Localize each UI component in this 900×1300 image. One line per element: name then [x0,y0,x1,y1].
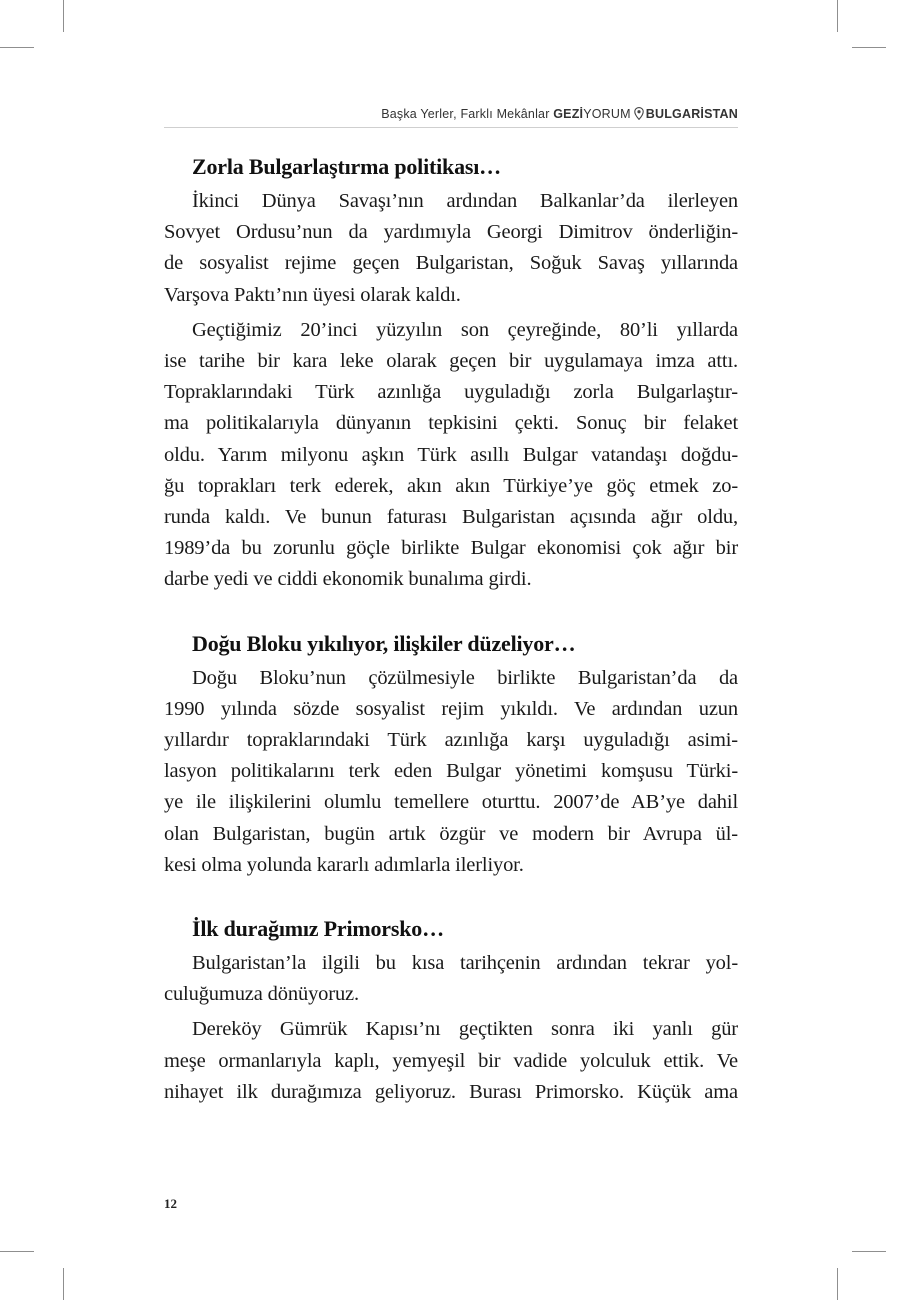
paragraph [164,315,738,596]
text-line: de sosyalist rejime geçen Bulgaristan, Soğuk Savaş yıllarında [164,252,738,275]
text-line: İkinci Dünya Savaşı’nın ardından Balkanlar’da ilerleyen [192,190,738,212]
text-line: oldu. Yarım milyonu aşkın Türk asıllı Bulgar vatandaşı doğdu- [164,443,738,466]
section-heading: Zorla Bulgarlaştırma politikası… [192,154,501,179]
section [164,153,738,596]
text-line: Doğu Bloku’nun çözülmesiyle birlikte Bulgaristan’da da [192,666,738,689]
text-line: yıllardır topraklarındaki Türk azınlığa karşı uyguladığı asimi- [164,729,738,752]
crop-mark [837,0,838,32]
crop-mark [852,47,886,48]
paragraph [164,186,738,311]
text-line: olan Bulgaristan, bugün artık özgür ve modern bir Avrupa ül- [164,822,738,845]
crop-mark [63,1268,64,1300]
header-divider [164,127,738,128]
crop-mark [0,47,34,48]
text-line: Dereköy Gümrük Kapısı’nı geçtikten sonra iki yanlı gür [192,1018,738,1041]
crop-mark [837,1268,838,1300]
text-line: ma politikalarıyla dünyanın tepkisini çekti. Sonuç bir felaket [164,412,738,435]
text-line: 1990 yılında sözde sosyalist rejim yıkıldı. Ve ardından uzun [164,697,738,720]
header-chapter-title: BULGARİSTAN [645,107,738,121]
text-line: nihayet ilk durağımıza geliyoruz. Burası Primorsko. Küçük ama [164,1080,738,1103]
text-line: Bulgaristan’la ilgili bu kısa tarihçenin ardından tekrar yol- [192,952,738,975]
running-header [164,104,738,126]
text-line: Topraklarındaki Türk azınlığa uyguladığı zorla Bulgarlaştır- [164,381,738,404]
text-line: ye ile ilişkilerini olumlu temellere oturttu. 2007’de AB’ye dahil [164,791,738,814]
text-line: lasyon politikalarını terk eden Bulgar yönetimi komşusu Türki- [164,760,738,783]
text-line: Sovyet Ordusu’nun da yardımıyla Georgi Dimitrov önderliğin- [164,221,738,244]
location-pin-icon [634,106,644,119]
text-line: culuğumuza dönüyoruz. [164,983,359,1006]
text-line: Geçtiğimiz 20’inci yüzyılın son çeyreğinde, 80’li yıllarda [192,318,738,341]
text-line: meşe ormanlarıyla kaplı, yemyeşil bir vadide yolculuk ettik. Ve [164,1049,738,1072]
section [164,630,738,881]
section [164,915,738,1108]
paragraph [164,663,738,881]
body-text [164,153,738,1142]
text-line: ise tarihe bir kara leke olarak geçen bir uygulamaya imza attı. [164,350,738,373]
crop-mark [0,1251,34,1252]
text-line: Varşova Paktı’nın üyesi olarak kaldı. [164,283,461,306]
text-line: 1989’da bu zorunlu göçle birlikte Bulgar ekonomisi çok ağır bir [164,537,738,560]
text-line: darbe yedi ve ciddi ekonomik bunalıma girdi. [164,568,532,591]
paragraph [164,948,738,1010]
header-series-brand-suffix: YORUM [583,107,631,121]
header-series-title: Başka Yerler, Farklı Mekânlar [381,107,554,121]
section-heading: Doğu Bloku yıkılıyor, ilişkiler düzeliyor… [192,630,576,656]
text-line: ğu toprakları terk ederek, akın akın Türkiye’ye göç etmek zo- [164,474,738,497]
text-line: kesi olma yolunda kararlı adımlarla ilerliyor. [164,853,524,876]
crop-mark [63,0,64,32]
page-number: 12 [164,1196,177,1211]
paragraph [164,1014,738,1108]
text-line: runda kaldı. Ve bunun faturası Bulgaristan açısında ağır oldu, [164,506,738,529]
section-heading: İlk durağımız Primorsko… [192,916,444,942]
header-series-brand: GEZİ [553,107,584,121]
crop-mark [852,1251,886,1252]
